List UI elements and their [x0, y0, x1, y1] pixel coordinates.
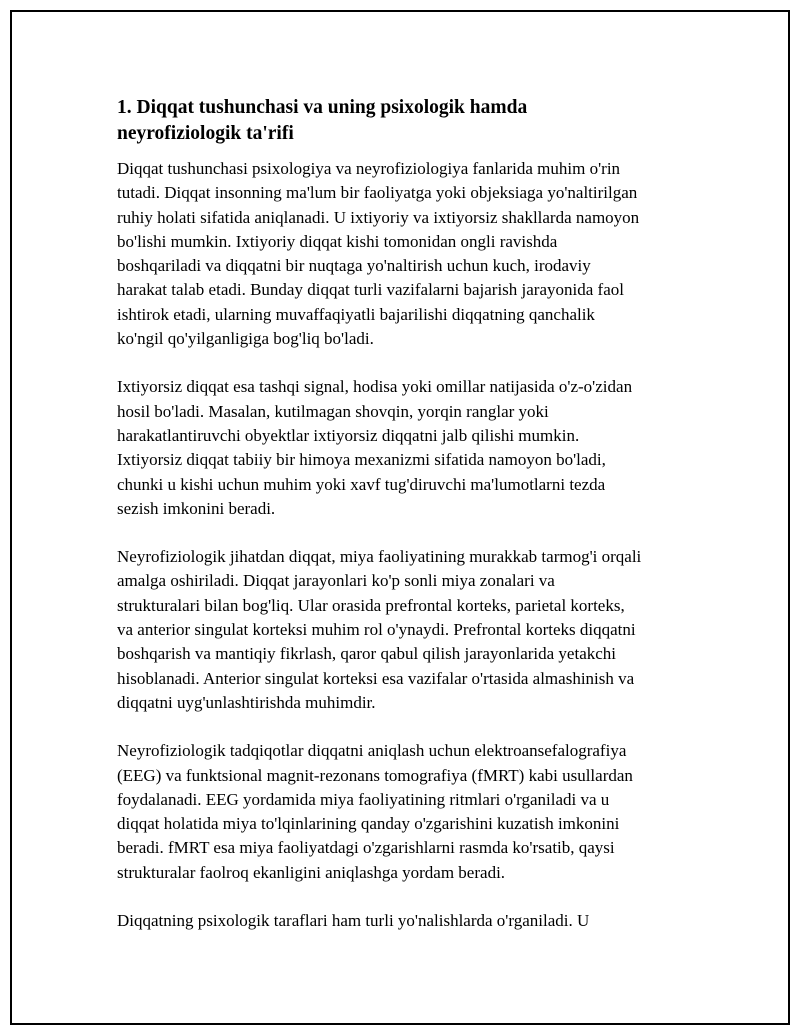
section-heading: 1. Diqqat tushunchasi va uning psixologik hamda neyrofiziologik ta'rifi [117, 97, 528, 144]
paragraph-1: Diqqat tushunchasi psixologiya va neyrofiziologiya fanlarida muhim o'rin tutadi. Diqqat insonning ma'lum bir faoliyatga yoki objeksiaga yo'naltirilgan ruhiy holati sifatida aniqlanadi. U ixtiyoriy va ixtiyorsiz shakllarda namoyon bo'lishi mumkin. Ixtiyoriy diqqat kishi tomonidan ongli ravishda boshqariladi va diqqatni bir nuqtaga yo'naltirish uchun kuch, irodaviy harakat talab etadi. Bunday diqqat turli vazifalarni bajarish jarayonida faol ishtirok etadi, ularning muvaffaqiyatli bajarilishi diqqatning qanchalik ko'ngil qo'yilganligiga bog'liq bo'ladi. [117, 159, 640, 349]
paragraph-2: Ixtiyorsiz diqqat esa tashqi signal, hodisa yoki omillar natijasida o'z-o'zidan hosil bo'ladi. Masalan, kutilmagan shovqin, yorqin ranglar yoki harakatlantiruvchi obyektlar ixtiyorsiz diqqatni jalb qilishi mumkin. Ixtiyorsiz diqqat tabiiy bir himoya mexanizmi sifatida namoyon bo'ladi, chunki u kishi uchun muhim yoki xavf tug'diruvchi ma'lumotlarni tezda sezish imkonini beradi. [117, 377, 633, 518]
paragraph-3: Neyrofiziologik jihatdan diqqat, miya faoliyatining murakkab tarmog'i orqali amalga oshiriladi. Diqqat jarayonlari ko'p sonli miya zonalari va strukturalari bilan bog'liq. Ular orasida prefrontal korteks, parietal korteks, va anterior singulat korteksi muhim rol o'ynaydi. Prefrontal korteks diqqatni boshqarish va mantiqiy fikrlash, qaror qabul qilish jarayonlarida yetakchi hisoblanadi. Anterior singulat korteksi esa vazifalar o'rtasida almashinish va diqqatni uyg'unlashtirishda muhimdir. [117, 547, 642, 712]
paragraph-4: Neyrofiziologik tadqiqotlar diqqatni aniqlash uchun elektroansefalografiya (EEG) va funktsional magnit-rezonans tomografiya (fMRT) kabi usullardan foydalanadi. EEG yordamida miya faoliyatining ritmlari o'rganiladi va u diqqat holatida miya to'lqinlarining qanday o'zgarishini kuzatish imkonini beradi. fMRT esa miya faoliyatdagi o'zgarishlarni rasmda ko'rsatib, qaysi strukturalar faolroq ekanligini aniqlashga yordam beradi. [117, 741, 633, 882]
paragraph-5: Diqqatning psixologik taraflari ham turli yo'nalishlarda o'rganiladi. U [117, 911, 590, 931]
document-body [117, 95, 689, 957]
